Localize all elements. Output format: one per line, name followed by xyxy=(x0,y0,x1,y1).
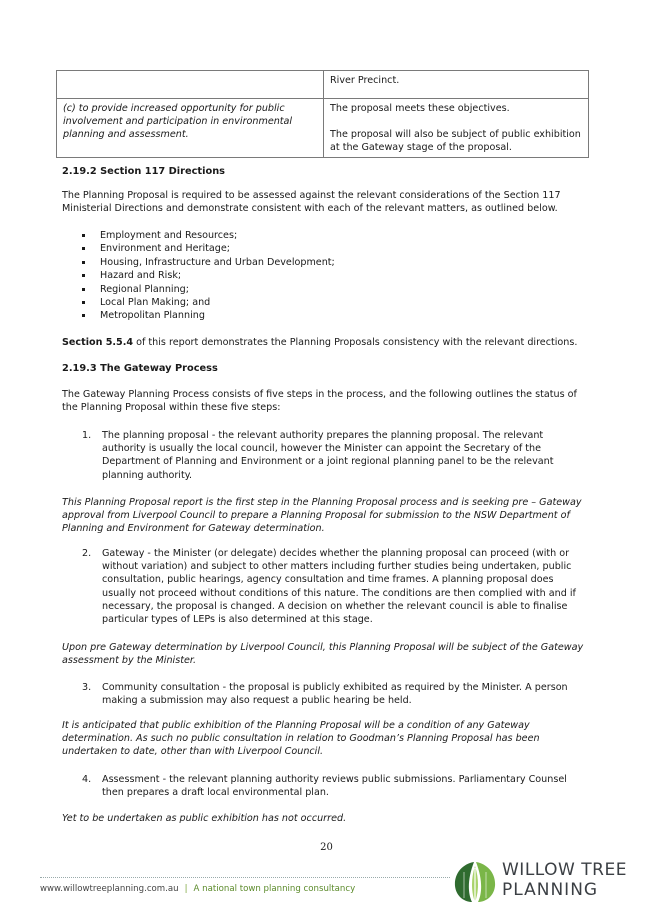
list-item: Employment and Resources; xyxy=(62,229,562,242)
step-number: 4. xyxy=(82,774,92,785)
logo-line-1: WILLOW TREE xyxy=(502,860,627,880)
response-text: River Precinct. xyxy=(330,75,400,86)
step-status-note: It is anticipated that public exhibition of the Planning Proposal will be a condition of any Gateway determination. As such no public consultation in relation to Goodman’s Planning Proposal has been undertaken to date, other than with Liverpool Council. xyxy=(62,720,540,758)
tree-mark-icon xyxy=(455,862,495,902)
step-status-note: This Planning Proposal report is the first step in the Planning Proposal process and is seeking pre – Gateway approval from Liverpool Council to prepare a Planning Proposal for submission to the NSW Department of Planning and Environment for Gateway determination. xyxy=(62,497,582,535)
step-status-note: Upon pre Gateway determination by Liverpool Council, this Planning Proposal will be subject of the Gateway assessment by the Minister. xyxy=(62,642,584,667)
response-text: The proposal meets these objectives. xyxy=(330,103,510,114)
section-heading: 2.19.3 The Gateway Process xyxy=(62,363,218,374)
table-cell-response xyxy=(324,71,589,99)
paragraph: The Planning Proposal is required to be assessed against the relevant considerations of the Section 117 Ministerial Directions and demonstrate consistent with each of the relevant matters, as outlined below. xyxy=(62,190,561,215)
table-row xyxy=(57,99,589,158)
gateway-step xyxy=(62,429,587,482)
footer xyxy=(40,884,355,894)
table-row xyxy=(57,71,589,99)
objectives-table xyxy=(56,70,589,158)
list-item: Metropolitan Planning xyxy=(62,309,562,322)
paragraph: The Gateway Planning Process consists of five steps in the process, and the following outlines the status of the Planning Proposal within these five steps: xyxy=(62,389,577,414)
list-item: Regional Planning; xyxy=(62,283,562,296)
footer-divider xyxy=(40,877,450,878)
step-text: Assessment - the relevant planning authority reviews public submissions. Parliamentary Counsel then prepares a draft local environmental plan. xyxy=(102,774,567,799)
gateway-step xyxy=(62,547,587,626)
directions-list xyxy=(62,229,562,323)
list-item: Local Plan Making; and xyxy=(62,296,562,309)
gateway-step xyxy=(62,773,587,799)
step-status-note: Yet to be undertaken as public exhibition has not occurred. xyxy=(62,813,347,824)
paragraph xyxy=(62,336,587,349)
reference-text: of this report demonstrates the Planning Proposals consistency with the relevant directions. xyxy=(133,337,578,348)
response-text: The proposal will also be subject of public exhibition at the Gateway stage of the proposal. xyxy=(330,129,581,154)
step-number: 3. xyxy=(82,682,92,693)
table-cell-objective: (c) to provide increased opportunity for public involvement and participation in environmental planning and assessment. xyxy=(57,99,324,158)
footer-separator: | xyxy=(184,884,188,894)
footer-website-link[interactable]: www.willowtreeplanning.com.au xyxy=(40,884,179,894)
section-reference: Section 5.5.4 xyxy=(62,337,134,348)
page-number: 20 xyxy=(320,842,333,853)
list-item: Environment and Heritage; xyxy=(62,242,562,255)
step-number: 1. xyxy=(82,430,92,441)
step-text: Gateway - the Minister (or delegate) decides whether the planning proposal can proceed (with or without variation) and subject to other matters including further studies being undertaken, public consultation, public hearings, agency consultation and time frames. A planning proposal does usually not proceed without conditions of this nature. The conditions are then complied with and if necessary, the proposal is changed. A decision on whether the relevant council is able to finalise particular types of LEPs is also determined at this stage. xyxy=(102,548,576,626)
step-number: 2. xyxy=(82,548,92,559)
table-cell-response xyxy=(324,99,589,158)
section-heading: 2.19.2 Section 117 Directions xyxy=(62,166,225,177)
logo-line-2: PLANNING xyxy=(502,880,599,900)
table-cell-objective xyxy=(57,71,324,99)
step-text: Community consultation - the proposal is publicly exhibited as required by the Minister. A person making a submission may also request a public hearing be held. xyxy=(102,682,568,707)
step-text: The planning proposal - the relevant authority prepares the planning proposal. The relevant authority is usually the local council, however the Minister can appoint the Secretary of the Department of Planning and Environment or a joint regional planning panel to be the relevant planning authority. xyxy=(102,430,554,481)
gateway-step xyxy=(62,681,587,707)
footer-tagline: A national town planning consultancy xyxy=(193,884,356,894)
list-item: Housing, Infrastructure and Urban Development; xyxy=(62,256,562,269)
list-item: Hazard and Risk; xyxy=(62,269,562,282)
